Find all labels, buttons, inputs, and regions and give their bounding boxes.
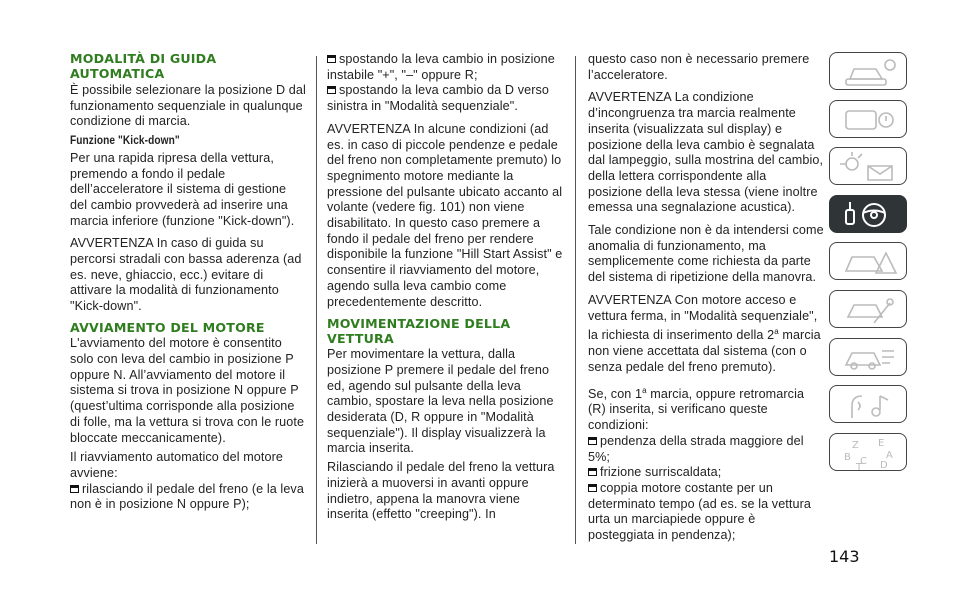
technical-data-icon (830, 339, 908, 377)
heading-avviamento: AVVIAMENTO DEL MOTORE (70, 319, 265, 335)
index-letter: T (856, 461, 863, 472)
bullet-icon (327, 55, 336, 63)
index-letter: Z (852, 439, 859, 451)
paragraph: Rilasciando il pedale del freno la vettura inizierà a muoversi in avanti oppure indietro, appena la manovra viene inserita (effetto "creeping"). In (327, 460, 555, 522)
paragraph: Il riavviamento automatico del motore avviene: (70, 450, 283, 480)
bullet-text: frizione surriscaldata; (600, 465, 722, 480)
bullet-item (70, 482, 306, 513)
bullet-item (588, 465, 824, 481)
index-icon (830, 434, 908, 472)
page-number: 143 (829, 547, 860, 566)
bullet-text: spostando la leva cambio in posizione instabile "+", "–" oppure R; (327, 52, 555, 82)
warning-paragraph: AVVERTENZA In caso di guida su percorsi stradali con bassa aderenza (ad es. neve, ghiaccio, ecc.) evitare di attivare la modalità di funzionamento "Kick-down". (70, 236, 302, 314)
bullet-item (327, 83, 565, 114)
heading-modalita-guida: MODALITÀ DI GUIDA AUTOMATICA (70, 51, 217, 81)
paragraph: L'avviamento del motore è consentito solo con leva del cambio in posizione P oppure N. All’avviamento del motore il sistema si trova in posizione N oppure P (quest’ultima corrisponde alla posizione di folle, ma la vettura si trova con le ruote bloccate meccanicamente). (70, 336, 305, 445)
tab-emergency[interactable] (829, 242, 907, 280)
column-1 (70, 52, 306, 513)
paragraph (588, 383, 824, 434)
text-run: AVVERTENZA Con motore acceso e vettura ferma, in "Modalità sequenziale", la richiesta di inserimento della 2 (588, 292, 818, 343)
bullet-icon (588, 468, 597, 476)
dashboard-lights-icon (830, 101, 908, 139)
warning-paragraph: AVVERTENZA In alcune condizioni (ad es. in caso di piccole pendenze e pedale del freno non completamente premuto) lo spegnimento motore mediante la pressione del pulsante ubicato accanto al volante (vedere fig. 101) non viene disabilitato. In questo caso premere a fondo il pedale del freno per rendere disponibile la funzione "Hill Start Assist" e consentire il riavviamento del motore, agendo sulla leva cambio come precedentemente descritto. (327, 121, 563, 309)
bullet-icon (327, 86, 336, 94)
column-2 (327, 52, 565, 523)
starting-driving-icon (830, 196, 908, 234)
column-divider-2 (575, 56, 576, 544)
tab-index[interactable] (829, 433, 907, 471)
index-letter: B (844, 451, 851, 463)
column-divider-1 (316, 56, 317, 544)
bullet-item (588, 434, 824, 465)
tab-car-info[interactable] (829, 52, 907, 90)
index-letter: E (878, 437, 885, 449)
paragraph: È possibile selezionare la posizione D dal funzionamento sequenziale in qualunque condizione di marcia. (70, 83, 306, 129)
safety-icon (830, 148, 908, 186)
heading-movimentazione: MOVIMENTAZIONE DELLA VETTURA (327, 316, 511, 346)
paragraph: Per una rapida ripresa della vettura, premendo a fondo il pedale dell’acceleratore il sistema di gestione del cambio provvederà ad inserire una marcia inferiore (funzione "Kick-down"). (70, 150, 295, 228)
tab-technical-data[interactable] (829, 338, 907, 376)
bullet-text: pendenza della strada maggiore del 5%; (588, 433, 804, 464)
tab-dashboard-lights[interactable] (829, 100, 907, 138)
warning-paragraph: AVVERTENZA La condizione d’incongruenza tra marcia realmente inserita (visualizzata sul display) e posizione della leva cambio è segnalata dal lampeggio, sulla mostrina del cambio, della lettera corrispondente alla posizione della leva stessa (viene inoltre emessa una segnalazione acustica). (588, 90, 824, 215)
bullet-icon (588, 437, 597, 445)
index-letter: A (886, 449, 893, 461)
text-run: Se, con 1 (588, 386, 643, 401)
tab-maintenance[interactable] (829, 290, 907, 328)
multimedia-icon (830, 386, 908, 424)
text-run: marcia non viene accettata dal sistema (con o senza pedale del freno premuto). (588, 328, 821, 374)
text-run: marcia, oppure retromarcia (R) inserita, si verificano queste condizioni: (588, 386, 805, 433)
bullet-item (588, 481, 824, 544)
index-letter: C (860, 455, 867, 467)
bullet-icon (70, 485, 79, 493)
paragraph: Per movimentare la vettura, dalla posizione P premere il pedale del freno ed, agendo sul pulsante della leva cambio, spostare la leva nella posizione desiderata (D, R oppure in "Modalità sequenziale"). Il display visualizzerà la marcia inserita. (327, 347, 554, 456)
maintenance-icon (830, 291, 908, 329)
column-3 (588, 52, 824, 544)
paragraph: questo caso non è necessario premere l’acceleratore. (588, 52, 810, 82)
bullet-item (327, 52, 565, 83)
bullet-text: coppia motore costante per un determinato tempo (ad es. se la vettura urta un marciapiede oppure è posteggiata in pendenza); (588, 480, 812, 543)
superscript: a (774, 327, 779, 337)
bullet-icon (588, 484, 597, 492)
bullet-text: spostando la leva cambio da D verso sinistra in "Modalità sequenziale". (327, 83, 550, 114)
tab-safety[interactable] (829, 147, 907, 185)
chapter-tabs (829, 52, 907, 480)
subheading-kickdown: Funzione "Kick-down" (70, 135, 180, 148)
tab-starting-driving[interactable] (829, 195, 907, 233)
emergency-icon (830, 243, 908, 281)
paragraph: Tale condizione non è da intendersi come anomalia di funzionamento, ma semplicemente come richiesta da parte del sistema di ripetizione della manovra. (588, 223, 824, 285)
warning-paragraph (588, 293, 824, 376)
car-info-icon (830, 53, 908, 91)
bullet-text: rilasciando il pedale del freno (e la leva non è in posizione N oppure P); (70, 481, 304, 512)
index-letter: D (880, 459, 888, 471)
tab-multimedia[interactable] (829, 385, 907, 423)
superscript: a (642, 385, 647, 395)
